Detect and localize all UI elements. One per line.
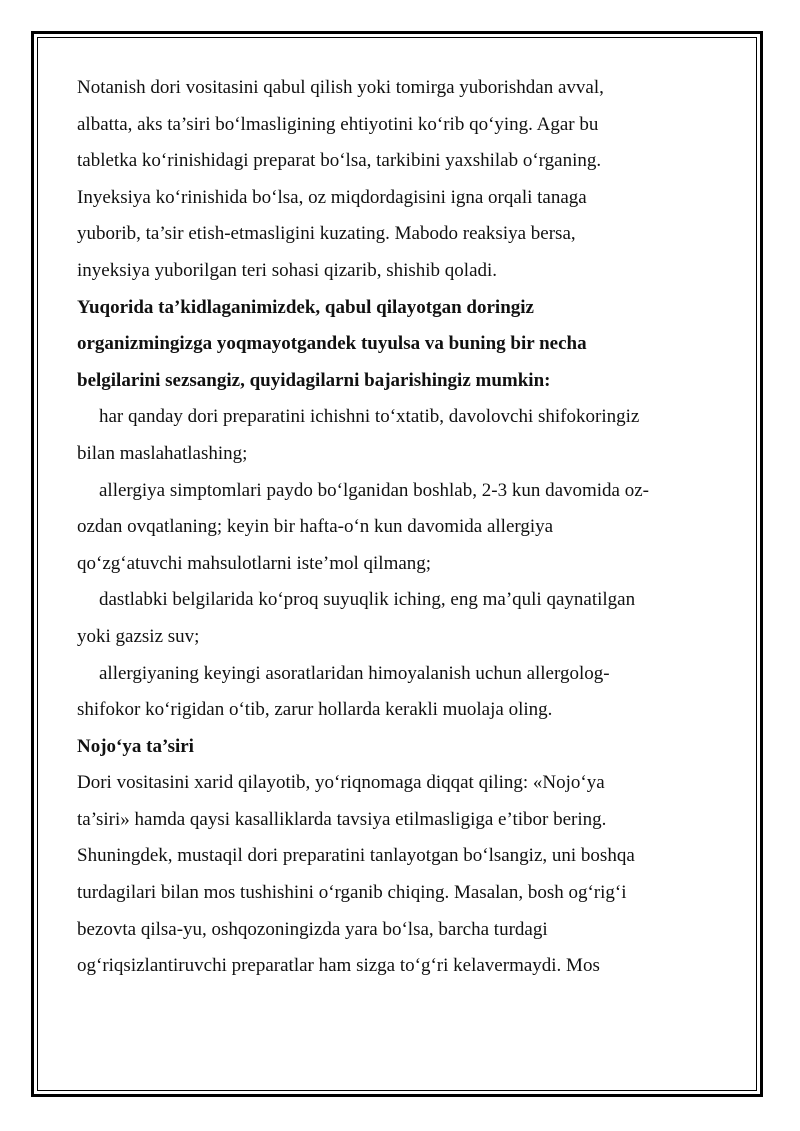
text-line: Yuqorida ta’kidlaganimizdek, qabul qilayotgan doringiz: [77, 296, 534, 318]
text-line: albatta, aks ta’siri bo‘lmasligining ehtiyotini ko‘rib qo‘ying. Agar bu: [77, 113, 599, 135]
text-line: ozdan ovqatlaning; keyin bir hafta-o‘n kun davomida allergiya: [77, 516, 554, 538]
text-line: bilan maslahatlashing;: [77, 442, 248, 464]
text-line: Shuningdek, mustaqil dori preparatini tanlayotgan bo‘lsangiz, uni boshqa: [77, 845, 635, 867]
text-line: organizmingizga yoqmayotgandek tuyulsa va buning bir necha: [77, 333, 587, 355]
section-heading: Nojo‘ya ta’siri: [77, 735, 194, 757]
text-line: tabletka ko‘rinishidagi preparat bo‘lsa, tarkibini yaxshilab o‘rganing.: [77, 150, 602, 172]
document-body: [77, 70, 729, 985]
bold-intro-paragraph: [77, 290, 729, 400]
text-line: turdagilari bilan mos tushishini o‘rganib chiqing. Masalan, bosh og‘rig‘i: [77, 882, 627, 904]
list-item: [77, 656, 729, 729]
text-line: dastlabki belgilarida ko‘proq suyuqlik iching, eng ma’quli qaynatilgan: [99, 589, 636, 611]
text-line: inyeksiya yuborilgan teri sohasi qizarib, shishib qoladi.: [77, 259, 498, 281]
text-line: shifokor ko‘rigidan o‘tib, zarur hollarda kerakli muolaja oling.: [77, 699, 553, 721]
list-item: [77, 582, 729, 655]
text-line: allergiya simptomlari paydo bo‘lganidan boshlab, 2-3 kun davomida oz-: [99, 479, 649, 501]
text-line: ta’siri» hamda qaysi kasalliklarda tavsiya etilmasligiga e’tibor bering.: [77, 808, 607, 830]
text-line: har qanday dori preparatini ichishni to‘xtatib, davolovchi shifokoringiz: [99, 406, 640, 428]
text-line: Inyeksiya ko‘rinishida bo‘lsa, oz miqdordagisini igna orqali tanaga: [77, 186, 587, 208]
text-line: belgilarini sezsangiz, quyidagilarni bajarishingiz mumkin:: [77, 369, 551, 391]
list-item: [77, 399, 729, 472]
text-line: Dori vositasini xarid qilayotib, yo‘riqnomaga diqqat qiling: «Nojo‘ya: [77, 772, 605, 794]
text-line: qo‘zg‘atuvchi mahsulotlarni iste’mol qilmang;: [77, 552, 432, 574]
text-line: Notanish dori vositasini qabul qilish yoki tomirga yuborishdan avval,: [77, 77, 604, 98]
side-effects-paragraph: [77, 765, 729, 985]
text-line: allergiyaning keyingi asoratlaridan himoyalanish uchun allergolog-: [99, 662, 610, 684]
intro-paragraph: [77, 70, 729, 290]
text-line: bezovta qilsa-yu, oshqozoningizda yara bo‘lsa, barcha turdagi: [77, 918, 548, 940]
list-item: [77, 473, 729, 583]
text-line: yoki gazsiz suv;: [77, 625, 200, 647]
text-line: og‘riqsizlantiruvchi preparatlar ham sizga to‘g‘ri kelavermaydi. Mos: [77, 955, 600, 977]
text-line: yuborib, ta’sir etish-etmasligini kuzating. Mabodo reaksiya bersa,: [77, 223, 576, 245]
recommendation-list: [77, 399, 729, 728]
